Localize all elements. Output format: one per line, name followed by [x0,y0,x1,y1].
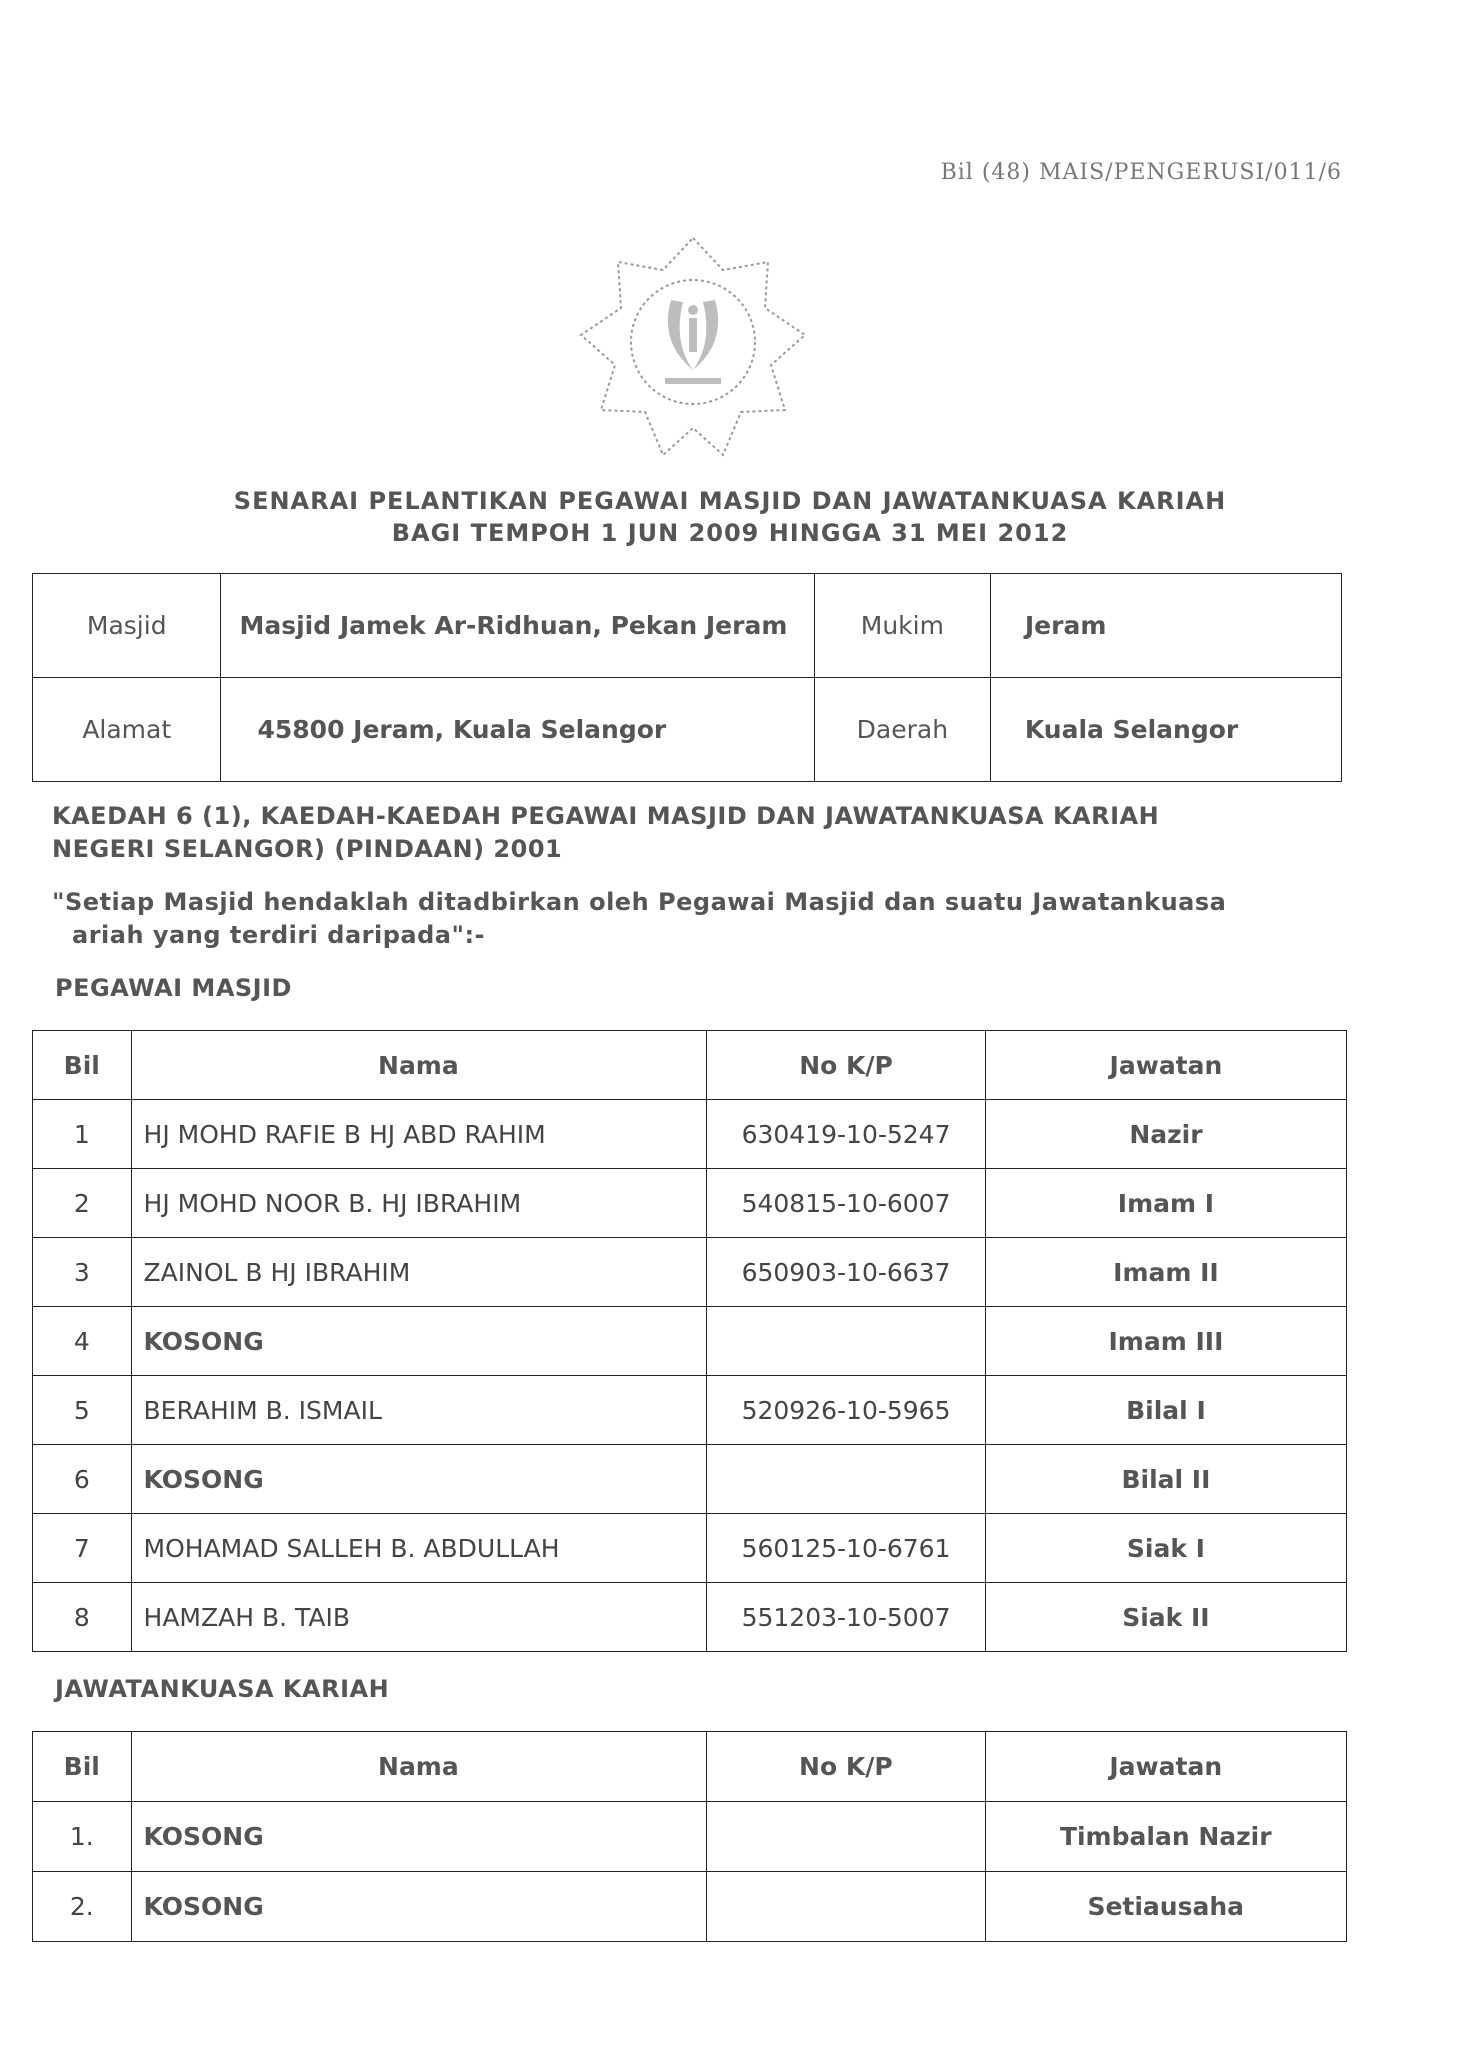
row-kp: 560125-10-6761 [707,1514,986,1583]
row-jawatan: Nazir [985,1100,1346,1169]
rule-quote-line1: "Setiap Masjid hendaklah ditadbirkan oleh Pegawai Masjid dan suatu Jawatankuasa [52,888,1227,916]
row-jawatan: Bilal I [985,1376,1346,1445]
rule-citation [52,800,1332,866]
rule-line1: KAEDAH 6 (1), KAEDAH-KAEDAH PEGAWAI MASJID DAN JAWATANKUASA KARIAH [52,802,1160,830]
row-bil: 8 [33,1583,132,1652]
row-nama: HJ MOHD RAFIE B HJ ABD RAHIM [131,1100,707,1169]
row-jawatan: Bilal II [985,1445,1346,1514]
row-jawatan: Siak II [985,1583,1346,1652]
table-row [33,1376,1347,1445]
mukim-label: Mukim [814,574,990,678]
row-kp: 650903-10-6637 [707,1238,986,1307]
alamat-value: 45800 Jeram, Kuala Selangor [221,678,814,782]
document-title-line2: BAGI TEMPOH 1 JUN 2009 HINGGA 31 MEI 2012 [391,519,1069,547]
daerah-label: Daerah [814,678,990,782]
row-nama: KOSONG [131,1307,707,1376]
jawatankuasa-heading: JAWATANKUASA KARIAH [55,1675,390,1703]
row-nama: MOHAMAD SALLEH B. ABDULLAH [131,1514,707,1583]
pegawai-header-row [33,1031,1347,1100]
col-jawatan: Jawatan [985,1732,1347,1802]
row-bil: 7 [33,1514,132,1583]
rule-line2: NEGERI SELANGOR) (PINDAAN) 2001 [52,835,563,863]
col-kp: No K/P [707,1732,985,1802]
row-jawatan: Imam I [985,1169,1346,1238]
reference-number: Bil (48) MAIS/PENGERUSI/011/6 [940,160,1342,185]
document-title-line1: SENARAI PELANTIKAN PEGAWAI MASJID DAN JAWATANKUASA KARIAH [233,487,1227,515]
row-nama: HAMZAH B. TAIB [131,1583,707,1652]
masjid-value: Masjid Jamek Ar-Ridhuan, Pekan Jeram [221,574,814,678]
daerah-value: Kuala Selangor [990,678,1341,782]
table-row [33,1169,1347,1238]
row-nama: BERAHIM B. ISMAIL [131,1376,707,1445]
table-row [33,1100,1347,1169]
jawatankuasa-table [32,1731,1347,1942]
row-bil: 1. [33,1802,132,1872]
official-seal-icon [573,230,813,475]
alamat-label: Alamat [33,678,221,782]
row-nama: KOSONG [131,1445,707,1514]
row-bil: 2. [33,1872,132,1942]
row-bil: 6 [33,1445,132,1514]
info-row-masjid [33,574,1342,678]
row-kp [707,1872,985,1942]
row-bil: 3 [33,1238,132,1307]
table-row [33,1872,1347,1942]
rule-quote [52,886,1332,952]
col-bil: Bil [33,1732,132,1802]
row-kp: 520926-10-5965 [707,1376,986,1445]
row-kp [707,1445,986,1514]
mosque-info-table [32,573,1342,782]
row-bil: 5 [33,1376,132,1445]
row-nama: KOSONG [131,1872,707,1942]
table-row [33,1802,1347,1872]
masjid-label: Masjid [33,574,221,678]
row-kp: 551203-10-5007 [707,1583,986,1652]
rule-quote-line2: ariah yang terdiri daripada":- [72,921,486,949]
row-kp: 540815-10-6007 [707,1169,986,1238]
table-row [33,1307,1347,1376]
row-jawatan: Imam II [985,1238,1346,1307]
row-jawatan: Timbalan Nazir [985,1802,1347,1872]
col-nama: Nama [131,1732,707,1802]
row-kp [707,1307,986,1376]
info-row-alamat [33,678,1342,782]
col-nama: Nama [131,1031,707,1100]
table-row [33,1514,1347,1583]
row-jawatan: Siak I [985,1514,1346,1583]
table-row [33,1238,1347,1307]
row-jawatan: Setiausaha [985,1872,1347,1942]
col-bil: Bil [33,1031,132,1100]
row-nama: HJ MOHD NOOR B. HJ IBRAHIM [131,1169,707,1238]
mukim-value: Jeram [990,574,1341,678]
row-kp [707,1802,985,1872]
row-nama: ZAINOL B HJ IBRAHIM [131,1238,707,1307]
pegawai-table [32,1030,1347,1652]
table-row [33,1445,1347,1514]
row-bil: 1 [33,1100,132,1169]
row-jawatan: Imam III [985,1307,1346,1376]
row-kp: 630419-10-5247 [707,1100,986,1169]
row-nama: KOSONG [131,1802,707,1872]
jawatankuasa-header-row [33,1732,1347,1802]
col-jawatan: Jawatan [985,1031,1346,1100]
table-row [33,1583,1347,1652]
col-kp: No K/P [707,1031,986,1100]
pegawai-heading: PEGAWAI MASJID [55,974,292,1002]
row-bil: 4 [33,1307,132,1376]
row-bil: 2 [33,1169,132,1238]
